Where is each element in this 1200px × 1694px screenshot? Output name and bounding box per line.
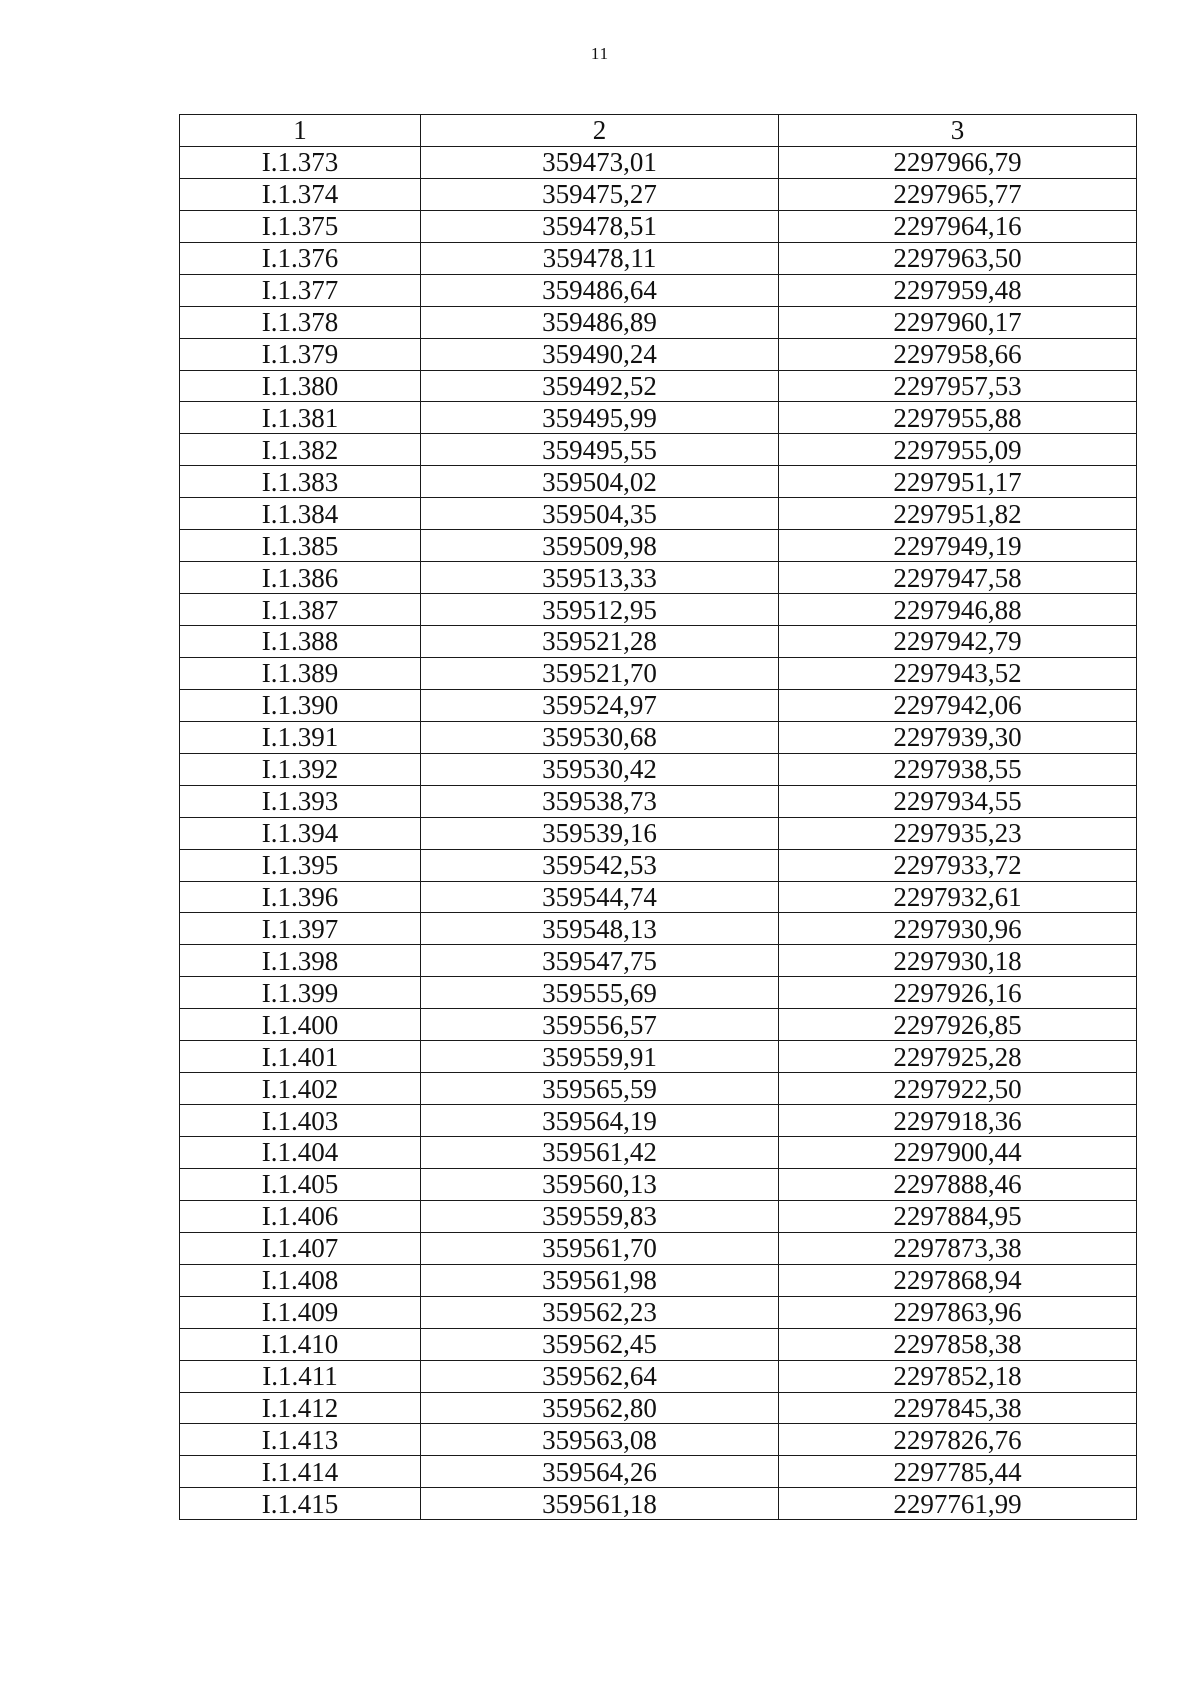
point-id-cell: I.1.413 [180,1424,421,1456]
point-id-cell: I.1.401 [180,1041,421,1073]
table-row [180,274,1137,306]
point-id-cell: I.1.394 [180,817,421,849]
y-coordinate-cell: 2297958,66 [779,338,1137,370]
point-id-cell: I.1.404 [180,1137,421,1169]
y-coordinate-cell: 2297939,30 [779,721,1137,753]
x-coordinate-cell: 359555,69 [421,977,779,1009]
point-id-cell: I.1.385 [180,530,421,562]
y-coordinate-cell: 2297926,85 [779,1009,1137,1041]
y-coordinate-cell: 2297884,95 [779,1200,1137,1232]
table-row [180,945,1137,977]
table-row [180,370,1137,402]
table-row [180,1105,1137,1137]
table-row [180,434,1137,466]
point-id-cell: I.1.375 [180,210,421,242]
x-coordinate-cell: 359562,64 [421,1360,779,1392]
x-coordinate-cell: 359495,55 [421,434,779,466]
table-row [180,1328,1137,1360]
x-coordinate-cell: 359542,53 [421,849,779,881]
table-row [180,466,1137,498]
y-coordinate-cell: 2297959,48 [779,274,1137,306]
x-coordinate-cell: 359495,99 [421,402,779,434]
table-row [180,562,1137,594]
table-row [180,1009,1137,1041]
coordinates-table-body [180,115,1137,1520]
point-id-cell: I.1.400 [180,1009,421,1041]
x-coordinate-cell: 359562,45 [421,1328,779,1360]
table-row [180,146,1137,178]
table-row [180,498,1137,530]
point-id-cell: I.1.391 [180,721,421,753]
table-row [180,753,1137,785]
x-coordinate-cell: 359475,27 [421,178,779,210]
table-row [180,626,1137,658]
table-row [180,881,1137,913]
x-coordinate-cell: 359486,89 [421,306,779,338]
x-coordinate-cell: 359486,64 [421,274,779,306]
x-coordinate-cell: 359504,35 [421,498,779,530]
point-id-cell: I.1.395 [180,849,421,881]
table-row [180,1200,1137,1232]
y-coordinate-cell: 2297925,28 [779,1041,1137,1073]
table-row [180,210,1137,242]
table-row [180,817,1137,849]
x-coordinate-cell: 359548,13 [421,913,779,945]
x-coordinate-cell: 359521,28 [421,626,779,658]
point-id-cell: I.1.410 [180,1328,421,1360]
table-row [180,1456,1137,1488]
table-row [180,913,1137,945]
y-coordinate-cell: 2297761,99 [779,1488,1137,1520]
x-coordinate-cell: 359524,97 [421,689,779,721]
x-coordinate-cell: 359530,42 [421,753,779,785]
y-coordinate-cell: 2297930,18 [779,945,1137,977]
y-coordinate-cell: 2297942,06 [779,689,1137,721]
table-row [180,785,1137,817]
page-number: 11 [590,44,610,63]
point-id-cell: I.1.384 [180,498,421,530]
x-coordinate-cell: 359544,74 [421,881,779,913]
y-coordinate-cell: 2297951,17 [779,466,1137,498]
y-coordinate-cell: 2297963,50 [779,242,1137,274]
x-coordinate-cell: 359559,91 [421,1041,779,1073]
point-id-cell: I.1.402 [180,1073,421,1105]
point-id-cell: I.1.380 [180,370,421,402]
point-id-cell: I.1.398 [180,945,421,977]
table-row [180,402,1137,434]
column-header-1: 1 [180,115,421,147]
x-coordinate-cell: 359473,01 [421,146,779,178]
point-id-cell: I.1.397 [180,913,421,945]
x-coordinate-cell: 359539,16 [421,817,779,849]
y-coordinate-cell: 2297942,79 [779,626,1137,658]
y-coordinate-cell: 2297935,23 [779,817,1137,849]
table-row [180,1296,1137,1328]
point-id-cell: I.1.393 [180,785,421,817]
y-coordinate-cell: 2297943,52 [779,657,1137,689]
point-id-cell: I.1.392 [180,753,421,785]
point-id-cell: I.1.379 [180,338,421,370]
y-coordinate-cell: 2297863,96 [779,1296,1137,1328]
y-coordinate-cell: 2297933,72 [779,849,1137,881]
table-row [180,338,1137,370]
x-coordinate-cell: 359564,26 [421,1456,779,1488]
point-id-cell: I.1.377 [180,274,421,306]
table-row [180,1232,1137,1264]
x-coordinate-cell: 359547,75 [421,945,779,977]
point-id-cell: I.1.378 [180,306,421,338]
table-row [180,721,1137,753]
x-coordinate-cell: 359478,11 [421,242,779,274]
y-coordinate-cell: 2297955,88 [779,402,1137,434]
point-id-cell: I.1.390 [180,689,421,721]
point-id-cell: I.1.382 [180,434,421,466]
y-coordinate-cell: 2297785,44 [779,1456,1137,1488]
point-id-cell: I.1.381 [180,402,421,434]
point-id-cell: I.1.374 [180,178,421,210]
y-coordinate-cell: 2297938,55 [779,753,1137,785]
y-coordinate-cell: 2297964,16 [779,210,1137,242]
x-coordinate-cell: 359513,33 [421,562,779,594]
table-row [180,1360,1137,1392]
point-id-cell: I.1.411 [180,1360,421,1392]
y-coordinate-cell: 2297918,36 [779,1105,1137,1137]
table-row [180,1392,1137,1424]
point-id-cell: I.1.405 [180,1168,421,1200]
point-id-cell: I.1.386 [180,562,421,594]
x-coordinate-cell: 359561,70 [421,1232,779,1264]
y-coordinate-cell: 2297951,82 [779,498,1137,530]
x-coordinate-cell: 359560,13 [421,1168,779,1200]
table-header-row [180,115,1137,147]
table-row [180,1488,1137,1520]
point-id-cell: I.1.406 [180,1200,421,1232]
table-row [180,1424,1137,1456]
table-row [180,594,1137,626]
x-coordinate-cell: 359562,80 [421,1392,779,1424]
x-coordinate-cell: 359512,95 [421,594,779,626]
y-coordinate-cell: 2297930,96 [779,913,1137,945]
x-coordinate-cell: 359565,59 [421,1073,779,1105]
point-id-cell: I.1.396 [180,881,421,913]
point-id-cell: I.1.389 [180,657,421,689]
table-row [180,657,1137,689]
table-row [180,306,1137,338]
table-row [180,1073,1137,1105]
table-row [180,849,1137,881]
point-id-cell: I.1.408 [180,1264,421,1296]
table-row [180,178,1137,210]
x-coordinate-cell: 359559,83 [421,1200,779,1232]
point-id-cell: I.1.376 [180,242,421,274]
y-coordinate-cell: 2297858,38 [779,1328,1137,1360]
y-coordinate-cell: 2297965,77 [779,178,1137,210]
x-coordinate-cell: 359562,23 [421,1296,779,1328]
y-coordinate-cell: 2297946,88 [779,594,1137,626]
x-coordinate-cell: 359492,52 [421,370,779,402]
column-header-2: 2 [421,115,779,147]
x-coordinate-cell: 359530,68 [421,721,779,753]
coordinates-table [179,114,1137,1520]
point-id-cell: I.1.403 [180,1105,421,1137]
y-coordinate-cell: 2297888,46 [779,1168,1137,1200]
point-id-cell: I.1.399 [180,977,421,1009]
y-coordinate-cell: 2297934,55 [779,785,1137,817]
x-coordinate-cell: 359504,02 [421,466,779,498]
y-coordinate-cell: 2297966,79 [779,146,1137,178]
table-row [180,1137,1137,1169]
point-id-cell: I.1.409 [180,1296,421,1328]
y-coordinate-cell: 2297852,18 [779,1360,1137,1392]
y-coordinate-cell: 2297960,17 [779,306,1137,338]
x-coordinate-cell: 359521,70 [421,657,779,689]
x-coordinate-cell: 359478,51 [421,210,779,242]
table-row [180,242,1137,274]
point-id-cell: I.1.383 [180,466,421,498]
y-coordinate-cell: 2297947,58 [779,562,1137,594]
x-coordinate-cell: 359563,08 [421,1424,779,1456]
x-coordinate-cell: 359538,73 [421,785,779,817]
table-row [180,977,1137,1009]
x-coordinate-cell: 359561,42 [421,1137,779,1169]
x-coordinate-cell: 359556,57 [421,1009,779,1041]
x-coordinate-cell: 359561,98 [421,1264,779,1296]
y-coordinate-cell: 2297955,09 [779,434,1137,466]
x-coordinate-cell: 359509,98 [421,530,779,562]
point-id-cell: I.1.412 [180,1392,421,1424]
column-header-3: 3 [779,115,1137,147]
table-row [180,530,1137,562]
y-coordinate-cell: 2297873,38 [779,1232,1137,1264]
y-coordinate-cell: 2297957,53 [779,370,1137,402]
y-coordinate-cell: 2297932,61 [779,881,1137,913]
x-coordinate-cell: 359561,18 [421,1488,779,1520]
x-coordinate-cell: 359564,19 [421,1105,779,1137]
y-coordinate-cell: 2297826,76 [779,1424,1137,1456]
point-id-cell: I.1.415 [180,1488,421,1520]
point-id-cell: I.1.387 [180,594,421,626]
y-coordinate-cell: 2297949,19 [779,530,1137,562]
y-coordinate-cell: 2297868,94 [779,1264,1137,1296]
table-row [180,689,1137,721]
y-coordinate-cell: 2297926,16 [779,977,1137,1009]
point-id-cell: I.1.373 [180,146,421,178]
table-row [180,1041,1137,1073]
y-coordinate-cell: 2297845,38 [779,1392,1137,1424]
x-coordinate-cell: 359490,24 [421,338,779,370]
table-row [180,1264,1137,1296]
point-id-cell: I.1.388 [180,626,421,658]
point-id-cell: I.1.414 [180,1456,421,1488]
y-coordinate-cell: 2297900,44 [779,1137,1137,1169]
point-id-cell: I.1.407 [180,1232,421,1264]
table-row [180,1168,1137,1200]
y-coordinate-cell: 2297922,50 [779,1073,1137,1105]
